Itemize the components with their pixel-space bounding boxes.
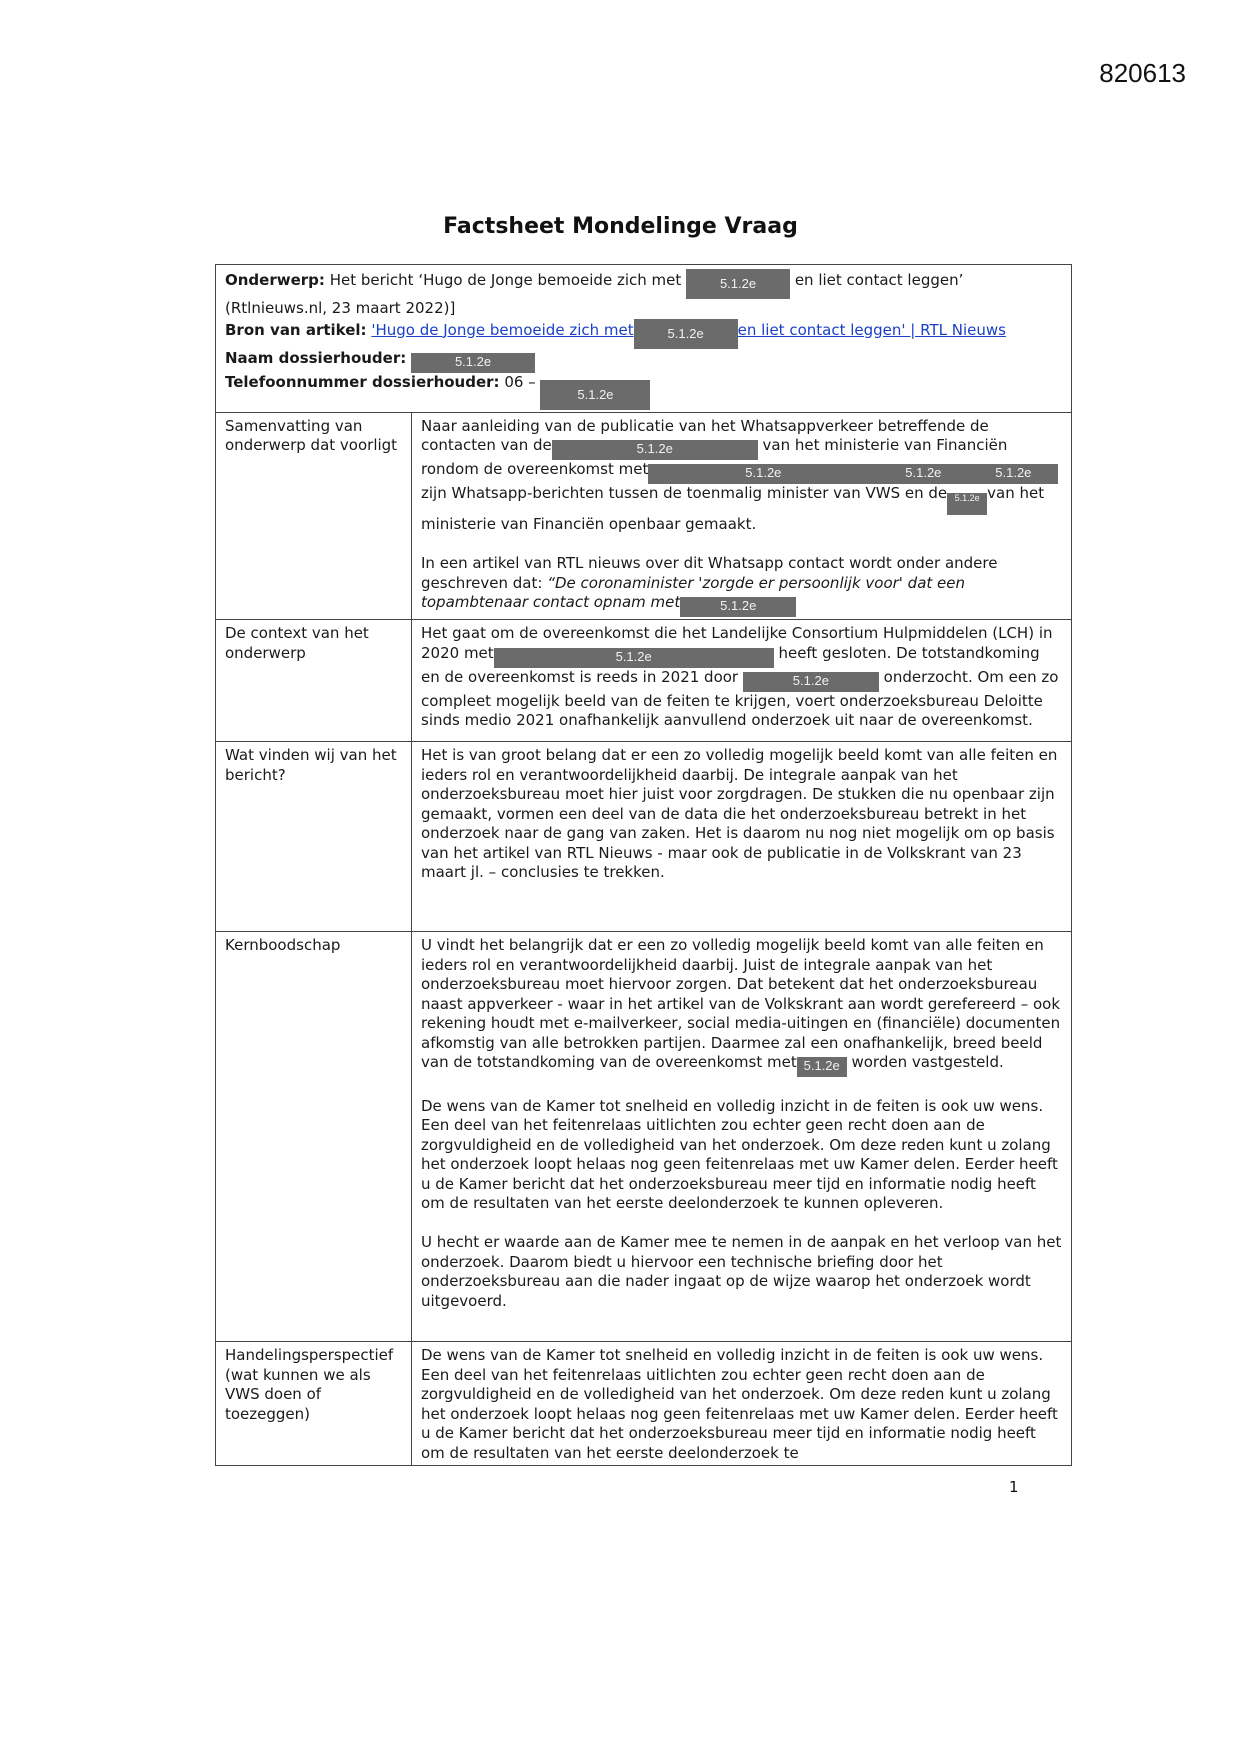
- redaction-box: 5.1.2e: [540, 380, 650, 410]
- telefoon-value: 06 –: [504, 372, 536, 391]
- bron-line: [225, 319, 1062, 349]
- text: worden vastgesteld.: [851, 1053, 1004, 1071]
- redaction-box: 5.1.2e: [743, 672, 879, 692]
- redaction-box: 5.1.2e: [797, 1057, 847, 1077]
- redaction-box: 5.1.2e: [552, 440, 758, 460]
- row-content: [412, 412, 1072, 620]
- page-title: Factsheet Mondelinge Vraag: [443, 214, 798, 239]
- onderwerp-label: Onderwerp:: [225, 271, 325, 289]
- row-content: [412, 742, 1072, 932]
- row-content: [412, 932, 1072, 1342]
- quote: “De coronaminister 'zorgde er persoonlijk voor' dat een topambtenaar contact opnam met: [421, 573, 966, 611]
- text: Naar aanleiding van de publicatie van het Whatsappverkeer betreffende de contacten van de: [421, 416, 989, 454]
- redaction-box: 5.1.2e: [878, 464, 968, 484]
- naam-label: Naam dossierhouder:: [225, 348, 407, 367]
- redaction-box: 5.1.2e: [968, 464, 1058, 484]
- header-row: [216, 265, 1072, 413]
- paragraph: Het is van groot belang dat er een zo volledig mogelijk beeld komt van alle feiten en ieders rol en verantwoordelijkheid daarbij. De integrale aanpak van het onderzoeksbureau moet hier juist voor zorgdragen. De stukken die nu openbaar zijn gemaakt, vormen een deel van de data die het onderzoeksbureau betrekt in het onderzoek naar de gang van zaken. Het is daarom nu nog niet mogelijk om op basis van het artikel van RTL Nieuws - maar ook de publicatie in de Volkskrant van 23 maart jl. – conclusies te trekken.: [421, 746, 1058, 881]
- text: Het gaat om de overeenkomst die het Landelijke Consortium Hulpmiddelen (LCH) in 2020 met: [421, 624, 1053, 662]
- factsheet-table: [215, 264, 1072, 1466]
- paragraph: [421, 417, 1062, 535]
- table-row: [216, 620, 1072, 742]
- text: U vindt het belangrijk dat er een zo volledig mogelijk beeld komt van alle feiten en ieders rol en verantwoordelijkheid daarbij. Juist de integrale aanpak van het onderzoeksbureau moet hiervoor zorgen. Dat betekent dat het onderzoeksbureau naast appverkeer - waar in het artikel van de Volkskrant aan wordt gerefereerd – ook rekening houdt met e-mailverkeer, social media-uitingen en (financiële) documenten afkomstig van alle betrokken partijen. Daarmee zal een onafhankelijk, breed beeld van de totstandkoming van de overeenkomst met: [421, 936, 1061, 1071]
- redaction-box: 5.1.2e: [494, 648, 774, 668]
- telefoon-line: [225, 373, 1062, 410]
- redaction-box: 5.1.2e: [411, 353, 535, 373]
- onderwerp-text: Het bericht ‘Hugo de Jonge bemoeide zich met: [329, 271, 682, 289]
- row-label: Samenvatting van onderwerp dat voorligt: [216, 412, 412, 620]
- text: In een artikel van RTL nieuws over dit Whatsapp contact wordt onder andere geschreven dat:: [421, 554, 998, 592]
- row-label: Wat vinden wij van het bericht?: [216, 742, 412, 932]
- paragraph: De wens van de Kamer tot snelheid en volledig inzicht in de feiten is ook uw wens. Een deel van het feitenrelaas uitlichten zou echter geen recht doen aan de zorgvuldigheid en de volledigheid van het onderzoek. Om deze reden kunt u zolang het onderzoek loopt helaas nog geen feitenrelaas met uw Kamer delen. Eerder heeft u de Kamer bericht dat het onderzoeksbureau meer tijd en informatie nodig heeft om de resultaten van het eerste deelonderzoek te kunnen opleveren.: [421, 1096, 1058, 1212]
- text: zijn Whatsapp-berichten tussen de toenmalig minister van VWS en de: [421, 484, 948, 502]
- redaction-box: 5.1.2e: [686, 269, 790, 299]
- row-label: Handelingsperspectief (wat kunnen we als VWS doen of toezeggen): [216, 1342, 412, 1466]
- page-number: 1: [1009, 1478, 1019, 1496]
- onderwerp-source: (Rtlnieuws.nl, 23 maart 2022)]: [225, 299, 456, 317]
- bron-link-cont[interactable]: en liet contact leggen' | RTL Nieuws: [737, 320, 1006, 339]
- table-row: [216, 1342, 1072, 1466]
- paragraph: [421, 936, 1062, 1077]
- table-row: [216, 932, 1072, 1342]
- row-label: De context van het onderwerp: [216, 620, 412, 742]
- paragraph: [421, 554, 1062, 617]
- paragraph: U hecht er waarde aan de Kamer mee te nemen in de aanpak en het verloop van het onderzoek. Daarom biedt u hiervoor een technische briefing door het onderzoeksbureau aan die nader ingaat op de wijze waarop het onderzoek wordt uitgevoerd.: [421, 1233, 1062, 1310]
- redaction-box: 5.1.2e: [648, 464, 878, 484]
- text: onderzocht. Om een zo compleet mogelijk beeld van de feiten te krijgen, voert onderzoeksbureau Deloitte sinds medio 2021 onafhankelijk aanvullend onderzoek uit naar de overeenkomst.: [421, 667, 1059, 729]
- onderwerp-line: [225, 269, 1062, 299]
- table-row: [216, 742, 1072, 932]
- naam-line: [225, 349, 1062, 373]
- paragraph: [421, 624, 1062, 731]
- redaction-box: 5.1.2e: [680, 597, 796, 617]
- row-content: [412, 620, 1072, 742]
- bron-label: Bron van artikel:: [225, 320, 367, 339]
- text: heeft gesloten. De totstandkoming en de overeenkomst is reeds in 2021 door: [421, 643, 1040, 686]
- paragraph: De wens van de Kamer tot snelheid en volledig inzicht in de feiten is ook uw wens. Een deel van het feitenrelaas uitlichten zou echter geen recht doen aan de zorgvuldigheid en de volledigheid van het onderzoek. Om deze reden kunt u zolang het onderzoek loopt helaas nog geen feitenrelaas met uw Kamer delen. Eerder heeft u de Kamer bericht dat het onderzoeksbureau meer tijd en informatie nodig heeft om de resultaten van het eerste deelonderzoek te: [421, 1346, 1058, 1462]
- document-number: 820613: [1099, 58, 1186, 88]
- text: van het ministerie van Financiën rondom de overeenkomst met: [421, 436, 1008, 478]
- telefoon-label: Telefoonnummer dossierhouder:: [225, 372, 500, 391]
- text: van het ministerie van Financiën openbaar gemaakt.: [421, 484, 1045, 533]
- row-content: [412, 1342, 1072, 1466]
- row-label: Kernboodschap: [216, 932, 412, 1342]
- redaction-box: 5.1.2e: [947, 493, 987, 515]
- redaction-box: 5.1.2e: [634, 319, 738, 349]
- onderwerp-text-cont: en liet contact leggen’: [794, 271, 964, 289]
- bron-link[interactable]: 'Hugo de Jonge bemoeide zich met: [371, 320, 634, 339]
- header-cell: [216, 265, 1072, 413]
- table-row: [216, 412, 1072, 620]
